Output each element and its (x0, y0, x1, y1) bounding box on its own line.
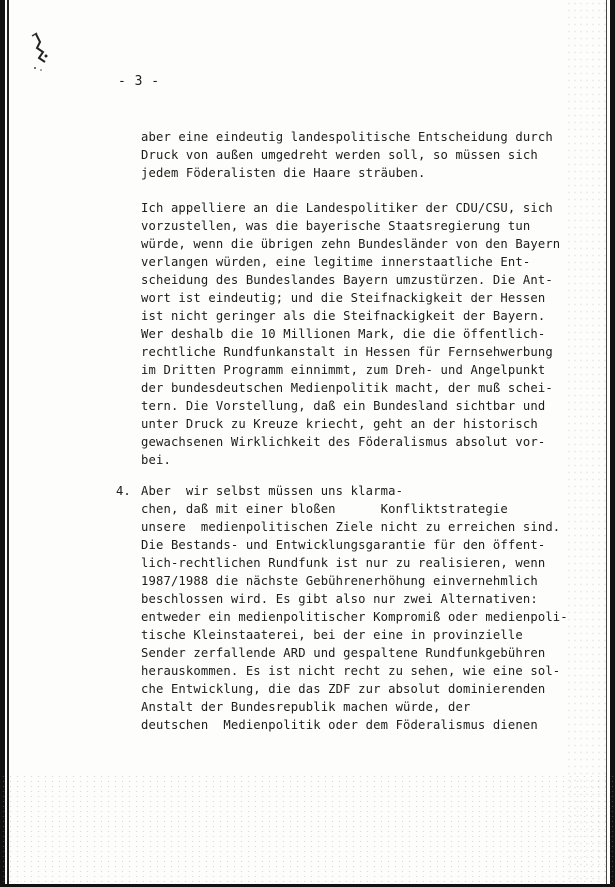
text-line: Ich appelliere an die Landespolitiker der CDU/CSU, sich (141, 201, 553, 215)
text-line: vorzustellen, was die bayerische Staatsregierung tun (141, 219, 531, 233)
text-line: tische Kleinstaaterei, bei der eine in provinzielle (141, 628, 523, 642)
staple-mark-icon (28, 28, 58, 78)
scan-noise-bottom (0, 774, 615, 884)
text-line: tern. Die Vorstellung, daß ein Bundesland sichtbar und (141, 399, 546, 413)
scan-edge-right-line (606, 0, 607, 887)
text-line: unsere medienpolitischen Ziele nicht zu erreichen sind. (141, 520, 561, 534)
text-line: jedem Föderalisten die Haare sträuben. (141, 166, 426, 180)
text-line: verlangen würden, eine legitime innerstaatliche Ent- (141, 255, 531, 269)
text-line: im Dritten Programm einnimmt, zum Dreh- und Angelpunkt (141, 363, 546, 377)
text-line: wort ist eindeutig; und die Steifnackigkeit der Hessen (141, 291, 546, 305)
text-line: würde, wenn die übrigen zehn Bundesländer von den Bayern (141, 237, 561, 251)
text-line: scheidung des Bundeslandes Bayern umzustürzen. Die Ant- (141, 273, 553, 287)
text-line: Druck von außen umgedreht werden soll, so müssen sich (141, 148, 538, 162)
text-line: bei. (141, 453, 171, 467)
text-line: gewachsenen Wirklichkeit des Föderalismus absolut vor- (141, 435, 546, 449)
text-line: deutschen Medienpolitik oder dem Föderalismus dienen (141, 718, 538, 732)
text-line: ist nicht geringer als die Steifnackigkeit der Bayern. (141, 309, 546, 323)
text-line: Sender zerfallende ARD und gespaltene Rundfunkgebühren (141, 646, 546, 660)
scan-edge-left-line (7, 0, 9, 887)
text-line: entweder ein medienpolitischer Kompromiß oder medienpoli- (141, 610, 568, 624)
scan-edge-right (610, 0, 615, 887)
text-line: lich-rechtlichen Rundfunk ist nur zu realisieren, wenn (141, 556, 546, 570)
text-line: rechtliche Rundfunkanstalt in Hessen für Fernsehwerbung (141, 345, 553, 359)
text-line: herauskommen. Es ist nicht recht zu sehen, wie eine sol- (141, 664, 561, 678)
text-line: unter Druck zu Kreuze kriecht, geht an der historisch (141, 417, 538, 431)
text-line: Anstalt der Bundesrepublik machen würde, der (141, 700, 471, 714)
item-number: 4. (116, 484, 131, 498)
text-line: 1987/1988 die nächste Gebührenerhöhung einvernehmlich (141, 574, 538, 588)
text-line: chen, daß mit einer bloßen Konfliktstrategie (141, 502, 508, 516)
text-line: der bundesdeutschen Medienpolitik macht, der muß schei- (141, 381, 553, 395)
text-line: beschlossen wird. Es gibt also nur zwei Alternativen: (141, 592, 538, 606)
scan-noise-right (566, 0, 606, 887)
text-line: Aber wir selbst müssen uns klarma- (141, 484, 404, 498)
page-number: - 3 - (118, 74, 160, 89)
text-line: aber eine eindeutig landespolitische Entscheidung durch (141, 130, 553, 144)
text-line: Die Bestands- und Entwicklungsgarantie für den öffent- (141, 538, 546, 552)
scan-edge-left (0, 0, 5, 887)
text-line: che Entwicklung, die das ZDF zur absolut dominierenden (141, 682, 546, 696)
text-line: Wer deshalb die 10 Millionen Mark, die die öffentlich- (141, 327, 546, 341)
